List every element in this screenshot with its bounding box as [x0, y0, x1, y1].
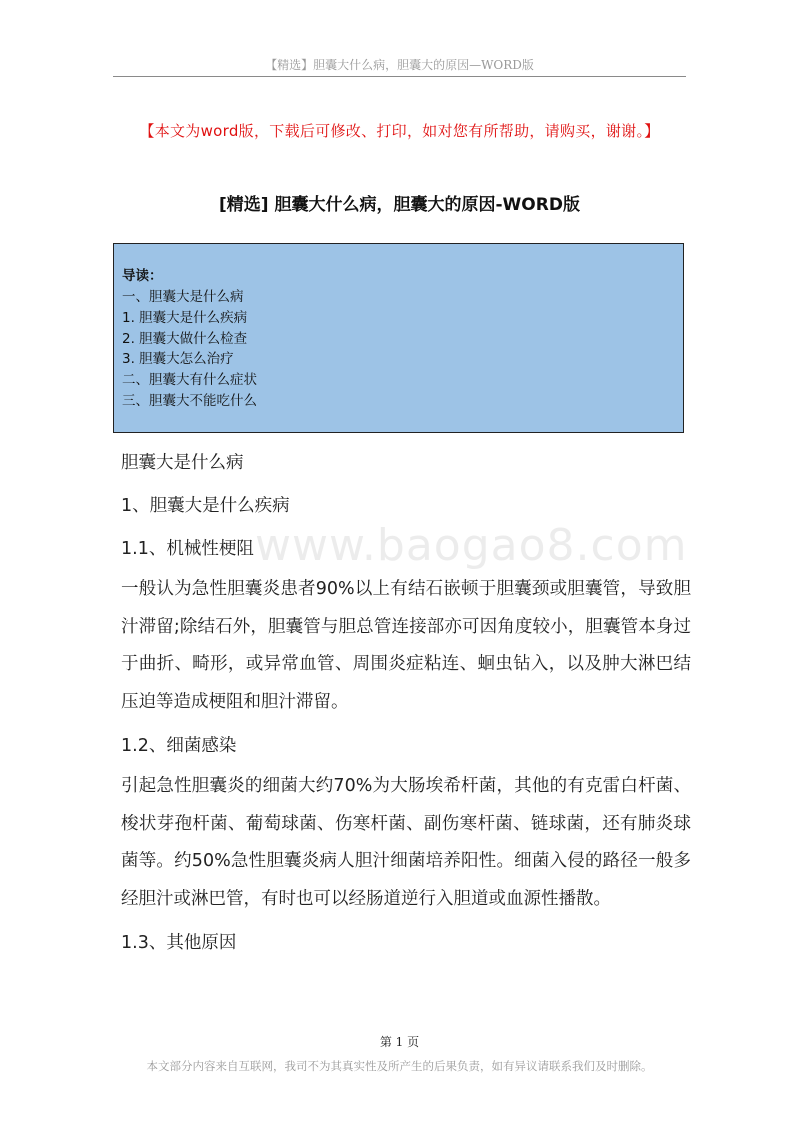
- subsection-heading: 1.1、机械性梗阻: [121, 539, 254, 559]
- download-notice: 【本文为word版，下载后可修改、打印，如对您有所帮助，请购买，谢谢。】: [139, 122, 660, 140]
- guide-label: 导读：: [122, 268, 163, 284]
- watermark: www.baogao8.com: [255, 520, 688, 571]
- section-heading: 1、胆囊大是什么疾病: [121, 496, 290, 516]
- header-divider: [113, 76, 686, 77]
- page-number: 第 1 页: [379, 1035, 420, 1049]
- running-header: 【精选】胆囊大什么病，胆囊大的原因—WORD版: [265, 58, 534, 72]
- subsection-heading: 1.2、细菌感染: [121, 736, 237, 756]
- subsection-heading: 1.3、其他原因: [121, 933, 237, 953]
- body-paragraph: 引起急性胆囊炎的细菌大约70%为大肠埃希杆菌，其他的有克雷白杆菌、梭状芽孢杆菌、葡萄球菌、伤寒杆菌、副伤寒杆菌、链球菌，还有肺炎球菌等。约50%急性胆囊炎病人胆汁细菌培养阳性。细菌入侵的路径一般多经胆汁或淋巴管，有时也可以经肠道逆行入胆道或血源性播散。: [121, 776, 691, 909]
- section-heading: 胆囊大是什么病: [121, 453, 244, 473]
- body-paragraph: 一般认为急性胆囊炎患者90%以上有结石嵌顿于胆囊颈或胆囊管，导致胆汁滞留;除结石外，胆囊管与胆总管连接部亦可因角度较小，胆囊管本身过于曲折、畸形，或异常血管、周围炎症粘连、蛔虫钻入，以及肿大淋巴结压迫等造成梗阻和胆汁滞留。: [121, 579, 691, 712]
- body-text: [121, 442, 691, 965]
- guide-item: 一、胆囊大是什么病: [122, 289, 244, 305]
- guide-item: 二、胆囊大有什么症状: [122, 372, 257, 389]
- guide-item: 2. 胆囊大做什么检查: [122, 330, 248, 347]
- guide-item: 三、胆囊大不能吃什么: [122, 392, 257, 409]
- guide-item: 3. 胆囊大怎么治疗: [122, 351, 234, 368]
- guide-item: 1. 胆囊大是什么疾病: [122, 309, 248, 326]
- document-title: [精选] 胆囊大什么病，胆囊大的原因-WORD版: [219, 195, 580, 215]
- guide-box: [113, 243, 684, 433]
- footer-disclaimer: 本文部分内容来自互联网，我司不为其真实性及所产生的后果负责，如有异议请联系我们及时删除。: [146, 1059, 653, 1073]
